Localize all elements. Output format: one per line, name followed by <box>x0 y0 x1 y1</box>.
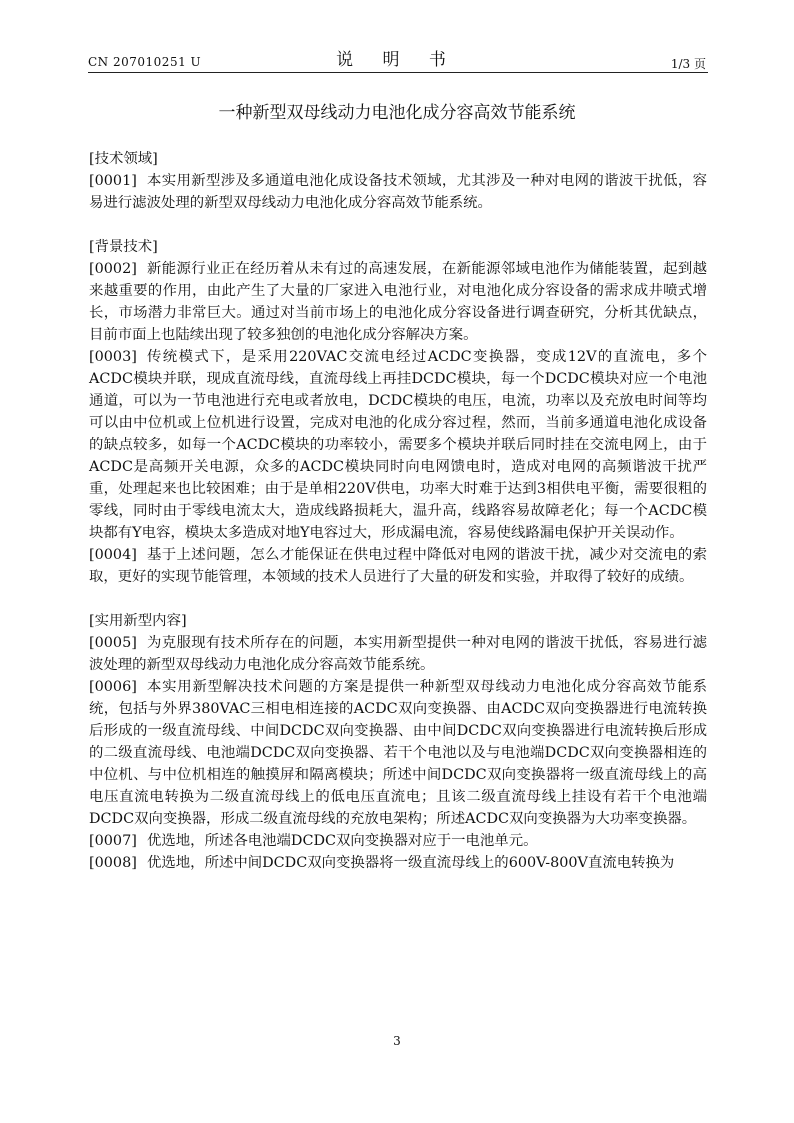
paragraph-number: [0003] <box>89 349 137 365</box>
paragraph <box>89 258 707 346</box>
paragraph-text: 新能源行业正在经历着从未有过的高速发展，在新能源邻域电池作为储能装置，起到越来越重要的作用，由此产生了大量的厂家进入电池行业，对电池化成分容设备的需求成井喷式增长，市场潜力非常巨大。通过对当前市场上的电池化成分容设备进行调查研究，分析其优缺点，目前市面上也陆续出现了较多独创的电池化成分容解决方案。 <box>89 261 707 343</box>
paragraph-text: 为克服现有技术所存在的问题，本实用新型提供一种对电网的谐波干扰低，容易进行滤波处理的新型双母线动力电池化成分容高效节能系统。 <box>89 635 707 673</box>
paragraph <box>89 676 707 830</box>
section-heading: [技术领域] <box>89 151 158 167</box>
paragraph-text: 传统模式下，是采用220VAC交流电经过ACDC变换器，变成12V的直流电，多个ACDC模块并联，现成直流母线，直流母线上再挂DCDC模块，每一个DCDC模块对应一个电池通道，可以为一节电池进行充电或者放电，DCDC模块的电压，电流，功率以及充放电时间等均可以由中位机或上位机进行设置，完成对电池的化成分容过程，然而，当前多通道电池化成设备的缺点较多，如每一个ACDC模块的功率较小，需要多个模块并联后同时挂在交流电网上，由于ACDC是高频开关电源，众多的ACDC模块同时向电网馈电时，造成对电网的高频谐波干扰严重，处理起来也比较困难；由于是单相220V供电，功率大时难于达到3相供电平衡，需要很粗的零线，同时由于零线电流太大，造成线路损耗大，温升高，线路容易故障老化；每一个ACDC模块都有Y电容，模块太多造成对地Y电容过大，形成漏电流，容易使线路漏电保护开关误动作。 <box>89 349 707 541</box>
document-body <box>89 148 707 874</box>
paragraph-number: [0008] <box>89 855 137 871</box>
header-divider <box>88 72 708 73</box>
paragraph <box>89 852 707 874</box>
page-of-indicator: 1/3 页 <box>670 57 706 71</box>
paragraph-number: [0002] <box>89 261 137 277</box>
document-title: 一种新型双母线动力电池化成分容高效节能系统 <box>218 103 576 123</box>
paragraph-text: 基于上述问题，怎么才能保证在供电过程中降低对电网的谐波干扰，减少对交流电的索取，更好的实现节能管理，本领域的技术人员进行了大量的研发和实验，并取得了较好的成绩。 <box>89 547 707 585</box>
patent-number: CN 207010251 U <box>88 55 202 69</box>
section-heading: [实用新型内容] <box>89 613 187 629</box>
paragraph-text: 优选地，所述各电池端DCDC双向变换器对应于一电池单元。 <box>147 833 538 849</box>
paragraph-text: 优选地，所述中间DCDC双向变换器将一级直流母线上的600V-800V直流电转换为 <box>147 855 675 871</box>
paragraph-text: 本实用新型涉及多通道电池化成设备技术领域，尤其涉及一种对电网的谐波干扰低，容易进行滤波处理的新型双母线动力电池化成分容高效节能系统。 <box>89 173 707 211</box>
paragraph-number: [0007] <box>89 833 137 849</box>
paragraph-number: [0004] <box>89 547 137 563</box>
paragraph-text: 本实用新型解决技术问题的方案是提供一种新型双母线动力电池化成分容高效节能系统，包括与外界380VAC三相电相连接的ACDC双向变换器、由ACDC双向变换器进行电流转换后形成的一级直流母线、中间DCDC双向变换器、由中间DCDC双向变换器进行电流转换后形成的二级直流母线、电池端DCDC双向变换器、若干个电池以及与电池端DCDC双向变换器相连的中位机、与中位机相连的触摸屏和隔离模块；所述中间DCDC双向变换器将一级直流母线上的高电压直流电转换为二级直流母线上的低电压直流电；且该二级直流母线上挂设有若干个电池端DCDC双向变换器，形成二级直流母线的充放电架构；所述ACDC双向变换器为大功率变换器。 <box>89 679 707 827</box>
section-background <box>89 236 707 588</box>
section-heading: [背景技术] <box>89 239 158 255</box>
page-number: 3 <box>393 1034 401 1048</box>
paragraph <box>89 170 707 214</box>
paragraph-number: [0001] <box>89 173 137 189</box>
section-technical-field <box>89 148 707 214</box>
paragraph <box>89 830 707 852</box>
paragraph <box>89 632 707 676</box>
header-title: 说 明 书 <box>336 50 458 70</box>
paragraph-number: [0005] <box>89 635 137 651</box>
paragraph <box>89 544 707 588</box>
paragraph <box>89 346 707 544</box>
section-utility-model-content <box>89 610 707 874</box>
paragraph-number: [0006] <box>89 679 137 695</box>
